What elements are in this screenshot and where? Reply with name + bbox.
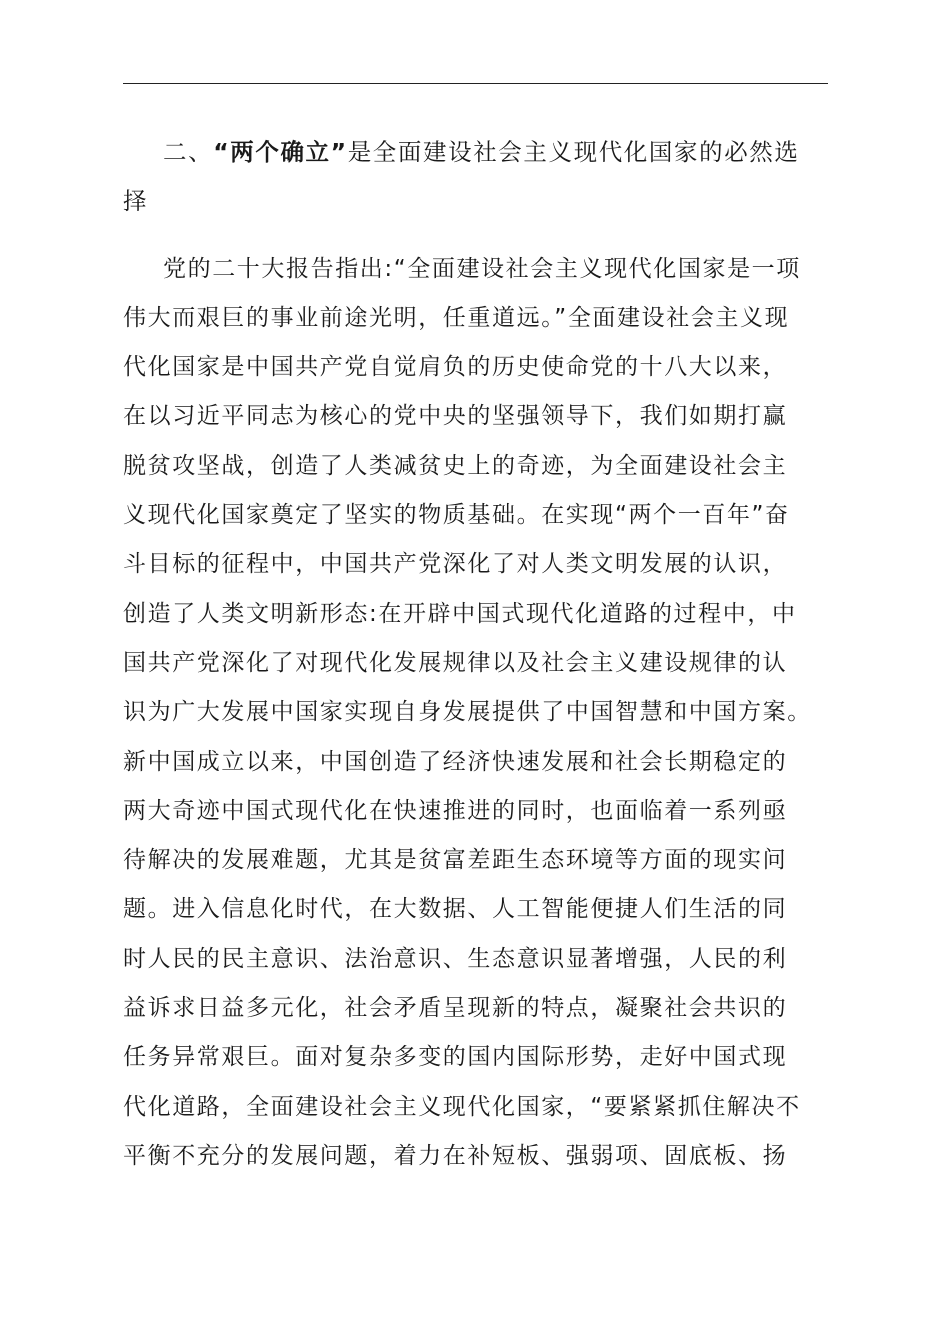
paragraph-line: 义现代化国家奠定了坚实的物质基础。在实现“两个一百年”奋 [123,502,790,529]
paragraph-line: 时人民的民主意识、法治意识、生态意识显著增强，人民的利 [123,945,788,972]
paragraph-line: 两大奇迹中国式现代化在快速推进的同时，也面临着一系列亟 [123,797,788,824]
document-body [123,128,828,1181]
paragraph-line: 党的二十大报告指出:“全面建设社会主义现代化国家是一项 [163,255,801,282]
paragraph-line: 创造了人类文明新形态:在开辟中国式现代化道路的过程中，中 [123,600,797,627]
paragraph-line: 新中国成立以来，中国创造了经济快速发展和社会长期稳定的 [123,748,788,775]
paragraph-line: 国共产党深化了对现代化发展规律以及社会主义建设规律的认 [123,649,788,676]
heading-emphasis: “两个确立” [213,138,348,166]
paragraph-line: 伟大而艰巨的事业前途光明，任重道远。”全面建设社会主义现 [123,304,790,331]
heading-line-1 [123,128,828,177]
paragraph-gap [123,227,828,245]
paragraph-line: 任务异常艰巨。面对复杂多变的国内国际形势，走好中国式现 [123,1044,788,1071]
paragraph-line: 脱贫攻坚战，创造了人类减贫史上的奇迹，为全面建设社会主 [123,452,788,479]
heading-text: 是全面建设社会主义现代化国家的必然选 [347,138,800,166]
paragraph-line: 识为广大发展中国家实现自身发展提供了中国智慧和中国方案。 [123,699,812,726]
heading-line-2: 择 [123,187,149,216]
paragraph-line: 斗目标的征程中，中国共产党深化了对人类文明发展的认识， [123,551,788,578]
paragraph-line: 代化道路，全面建设社会主义现代化国家，“要紧紧抓住解决不 [123,1093,801,1120]
body-paragraph [123,245,828,1182]
paragraph-line: 待解决的发展难题，尤其是贫富差距生态环境等方面的现实问 [123,847,788,874]
heading-number: 二、 [163,138,214,166]
header-divider [123,83,828,84]
paragraph-line: 题。进入信息化时代，在大数据、人工智能便捷人们生活的同 [123,896,788,923]
paragraph-line: 在以习近平同志为核心的党中央的坚强领导下，我们如期打赢 [123,403,788,430]
paragraph-line: 代化国家是中国共产党自觉肩负的历史使命党的十八大以来， [123,354,788,381]
paragraph-line: 平衡不充分的发展问题，着力在补短板、强弱项、固底板、扬 [123,1142,788,1169]
paragraph-line: 益诉求日益多元化，社会矛盾呈现新的特点，凝聚社会共识的 [123,995,788,1022]
section-heading [123,128,828,227]
